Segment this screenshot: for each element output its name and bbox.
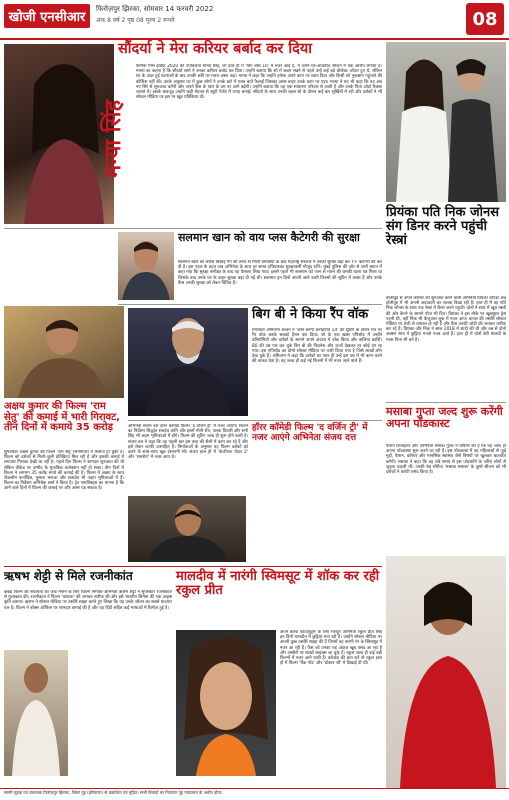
- footer-imprint: स्वामी मुद्रक एवं प्रकाशक फिरोज़पुर झिरका, जिला नूंह (हरियाणा) से प्रकाशित एवं मुद्रित। सभी विवादों का निपटारा नूंह न्यायालय के अधीन होगा।: [4, 790, 223, 795]
- sanjay-photo: [128, 496, 246, 562]
- lead-vertical-name-text: मन्या सिंह: [101, 99, 127, 179]
- divider: [4, 228, 382, 229]
- page-number: 08: [466, 3, 504, 35]
- divider: [128, 420, 382, 421]
- lead-vertical-name: [92, 74, 132, 204]
- couple-silhouette: [386, 42, 506, 202]
- akshay-headline: अक्षय कुमार की फिल्म 'राम सेतु' की कमाई में भारी गिरावट, तीन दिनों में कमाये 35 करोड़: [4, 401, 120, 433]
- sanjay-headline: हॉरर कॉमेडी फिल्म 'द वर्जिन ट्री' में नजर आएंगे अभिनेता संजय दत्त: [252, 423, 368, 443]
- bigb-body: मेगास्टार अमिताभ बच्चन ने 'कौन बनेगा करोड़पति 14' की शूटिंग के दौरान मंच पर रैंप वॉक करके सबको हैरान कर दिया। शो के एक खास एपिसोड में उन्होंने प्रतियोगियों और दर्शकों के सामने अपने अंदाज में वॉक किया और तालियां बटोरीं। 80 की उम्र पार कर चुके बिग बी की फिटनेस और ऊर्जा देखकर हर कोई दंग रह गया। इस एपिसोड का प्रोमो सोशल मीडिया पर जारी किया गया है जिसे लाखों लोग देख चुके हैं। अमिताभ ने कहा कि दर्शकों का प्यार ही उन्हें इस उम्र में भी काम करने की ताकत देता है। वह जल्द ही कई नई फिल्मों में भी नजर आने वाले हैं।: [252, 328, 382, 365]
- divider-red: [4, 566, 382, 567]
- sanjay-body-cont: [252, 462, 382, 562]
- priyanka-headline: प्रियंका पति निक जोनस संग डिनर करने पहुंची रेस्त्रां: [386, 205, 499, 249]
- lead-body: फेमिना मिस इंडिया 2020 की उपविजेता मान्या सिंह, जो हाल ही में 'बिग बॉस 16' में नज़र आई हैं, ने अपने घर-आधारित सीजन में एक आरोप लगाया है। मान्या का कहना है कि सौंदर्या शर्मा ने उनका करियर बर्बाद कर दिया। उन्होंने बताया कि शो में कदम रखने से पहले उन्हें कई बड़े प्रोजेक्ट ऑफर हुए थे, लेकिन घर के अंदर हुई घटनाओं के बाद उनकी छवि पर गलत असर पड़ा। मान्या ने कहा कि उन्होंने हमेशा अपने काम पर ध्यान दिया और किसी को नुकसान पहुंचाने की कोशिश नहीं की। उनके अनुसार घर में कुछ लोगों ने उनके बारे में गलत बातें फैलाईं जिसका असर बाहर उनके काम पर पड़ा। मान्या ने यह भी कहा कि वह अब नए सिरे से शुरुआत करेंगी और अपने फैंस के प्यार के दम पर आगे बढ़ेंगी। उन्होंने बताया कि वह एक साधारण परिवार से आती हैं और उनके पिता ऑटो रिक्शा चलाते थे। इसके बावजूद उन्होंने कड़ी मेहनत से ब्यूटी पेजेंट में जगह बनाई। सौंदर्या के साथ उनकी बहस शो के दौरान कई बार सुर्खियों में रही और दर्शकों ने भी सोशल मीडिया पर इस पर खूब प्रतिक्रिया दी।: [136, 64, 382, 101]
- akshay-silhouette: [4, 306, 124, 398]
- akshay-body: सुपरस्टार अक्षय कुमार की फिल्म 'राम सेतु' सिनेमाघरों में रिलीज हो चुकी है। फिल्म को दर्शकों से मिली-जुली प्रतिक्रिया मिल रही है और इसकी कमाई में लगातार गिरावट देखी जा रही है। पहले दिन फिल्म ने शानदार शुरुआत की थी लेकिन वीकेंड पर उम्मीद के मुताबिक कलेक्शन नहीं हो सका। तीन दिनों में फिल्म ने लगभग 35 करोड़ रुपये की कमाई की है। फिल्म में अक्षय के साथ जैकलीन फर्नांडिस, नुसरत भरूचा और सत्यदेव भी अहम भूमिकाओं में हैं। फिल्म का निर्देशन अभिषेक शर्मा ने किया है। ट्रेड एनालिस्ट्स का मानना है कि आने वाले दिनों में फिल्म की कमाई पर और असर पड़ सकता है।: [4, 450, 124, 492]
- rishabh-photo: [4, 650, 68, 776]
- lead-headline: सौंदर्या ने मेरा करियर बर्बाद कर दिया: [118, 41, 312, 57]
- masaba-headline: मसाबा गुप्ता जल्द शुरू करेंगी अपना पॉडकास्ट: [386, 405, 503, 430]
- rishabh-body-cont: [72, 650, 172, 776]
- akshay-photo: [4, 306, 124, 398]
- amitabh-silhouette: [128, 308, 248, 416]
- sanjay-silhouette: [128, 496, 246, 562]
- salman-body: सलमान खान को लॉरेंस बिश्नोई गैंग की तरफ से मिली धमकियों के बाद महाराष्ट्र सरकार ने उनकी सुरक्षा बढ़ा कर Y+ कैटेगरी की कर दी है। इस पहल के तहत अब अभिनेता के साथ हर समय हथियारबंद सुरक्षाकर्मी मौजूद रहेंगे। मुंबई पुलिस की ओर से जारी बयान में कहा गया कि सुरक्षा समीक्षा के बाद यह फैसला लिया गया। इससे पहले भी सलमान को जान से मारने की धमकी वाला पत्र मिला था जिसके बाद उनके घर के बाहर सुरक्षा बढ़ा दी गई थी। सलमान इन दिनों अपनी आने वाली फिल्मों की शूटिंग में व्यस्त हैं और उनके फैंस उनकी सुरक्षा को लेकर चिंतित हैं।: [178, 260, 382, 286]
- priyanka-photo: [386, 42, 506, 202]
- masaba-body: फैशन डिजाइनर और अभिनेत्री मसाबा गुप्ता ने घोषणा की है कि वह जल्द ही अपना पॉडकास्ट शुरू करने जा रही हैं। इस पॉडकास्ट में वह महिलाओं से जुड़े मुद्दों, फैशन, करियर और मानसिक स्वास्थ्य जैसे विषयों पर खुलकर बातचीत करेंगी। मसाबा ने कहा कि वह लंबे समय से इस प्लेटफॉर्म के जरिए लोगों से जुड़ना चाहती थीं। उनकी वेब सीरीज 'मसाबा मसाबा' के दूसरे सीजन को भी दर्शकों ने काफी पसंद किया है।: [386, 444, 506, 476]
- masaba-photo: [386, 556, 506, 788]
- priyanka-body: बॉलीवुड से अपने करियर की शुरुआत करने वाली अभिनेत्री प्रियंका चोपड़ा अब हॉलीवुड में भी अपनी अदाकारी का जलवा दिखा रही हैं। हाल ही में वह पति निक जोनस के साथ एक रेस्त्रां में डिनर करने पहुंचीं। दोनों ने साथ में खूब मस्ती की और कैमरे के सामने पोज भी दिए। प्रियंका ने इस मौके पर खूबसूरत ड्रेस पहनी थी, वहीं निक भी कैजुअल लुक में नजर आए। कपल की तस्वीरें सोशल मीडिया पर तेजी से वायरल हो रही हैं और फैंस उनकी जोड़ी की जमकर तारीफ कर रहे हैं। प्रियंका और निक ने साल 2018 में शादी की थी और तब से दोनों अक्सर साथ में छुट्टियां मनाते नजर आते हैं। हाल ही में दोनों बेटी मालती के माता-पिता भी बने हैं।: [386, 296, 506, 343]
- rakul-silhouette: [176, 630, 276, 776]
- salman-silhouette: [118, 232, 174, 300]
- rakul-headline: मालदीव में नारंगी स्विमसूट में शॉक कर रही रकुल प्रीत: [176, 569, 380, 598]
- rakul-body: अपने बोल्ड फोटोशूट्स के लिए मशहूर अभिनेत्री रकुल प्रीत सिंह इन दिनों मालदीव में छुट्टियां मना रही हैं। उन्होंने सोशल मीडिया पर अपनी कुछ तस्वीरें साझा की हैं जिनमें वह नारंगी रंग के स्विमसूट में नजर आ रही हैं। फैंस को उनका यह अंदाज खूब पसंद आ रहा है और तस्वीरों पर लाखों लाइक्स आ चुके हैं। रकुल जल्द ही कई बड़ी फिल्मों में नजर आने वाली हैं। वर्कफ्रंट की बात करें तो रकुल हाल ही में फिल्म 'थैंक गॉड' और 'डॉक्टर जी' में दिखाई दी थीं।: [280, 630, 382, 667]
- brand-logo: खोजी एनसीआर: [4, 4, 90, 28]
- divider: [386, 402, 506, 403]
- amitabh-photo: [128, 308, 248, 416]
- bigb-headline: बिग बी ने किया रैंप वॉक: [252, 307, 369, 322]
- rakul-photo: [176, 630, 276, 776]
- sanjay-body: अभिनेता संजय दत्त हॉरर कॉमेडी फिल्म 'द वर्जिन ट्री' में नजर आएंगे। फिल्म का निर्देशन सिद्धांत सचदेव करेंगे और इसमें मौनी रॉय, पलक तिवारी और सनी सिंह भी अहम भूमिकाओं में होंगे। फिल्म की शूटिंग जल्द ही शुरू होने वाली है। संजय दत्त ने कहा कि वह पहली बार इस तरह की शैली में काम कर रहे हैं और इसे लेकर काफी उत्साहित हैं। निर्माताओं के अनुसार यह फिल्म दर्शकों को डराने के साथ-साथ खूब हंसाएगी भी। संजय हाल ही में 'केजीएफ चैप्टर 2' और 'शमशेरा' में नजर आए थे।: [128, 424, 248, 461]
- divider: [118, 304, 382, 305]
- rishabh-silhouette: [4, 650, 68, 776]
- salman-photo: [118, 232, 174, 300]
- salman-headline: सलमान खान को वाय प्लस कैटेगरी की सुरक्षा: [178, 231, 360, 244]
- issue-info: अंक 8 वर्ष 2 पृष्ठ 08 मूल्य 2 रूपये: [96, 17, 175, 24]
- rishabh-body: कन्नड़ फिल्म की सफलता का जश्न मनाने के लिए फिल्म निर्माता-अभिनेता ऋषभ शेट्टी ने सुपरस्टार रजनीकांत से मुलाकात की। रजनीकांत ने फिल्म 'कांतारा' की जमकर तारीफ की और इसे भारतीय सिनेमा की एक उत्कृष्ट कृति बताया। ऋषभ ने सोशल मीडिया पर तस्वीरें साझा करते हुए लिखा कि यह उनके जीवन का सबसे यादगार पल है। फिल्म ने बॉक्स ऑफिस पर शानदार कमाई की है और यह हिंदी सहित कई भाषाओं में रिलीज हुई है।: [4, 590, 172, 611]
- footer-rule: [0, 788, 509, 789]
- masaba-silhouette: [386, 556, 506, 788]
- issue-date: फिरोज़पुर झिरका, सोमवार 14 फरवरी 2022: [96, 5, 214, 13]
- rishabh-headline: ऋषभ शेट्टी से मिले रजनीकांत: [4, 569, 133, 583]
